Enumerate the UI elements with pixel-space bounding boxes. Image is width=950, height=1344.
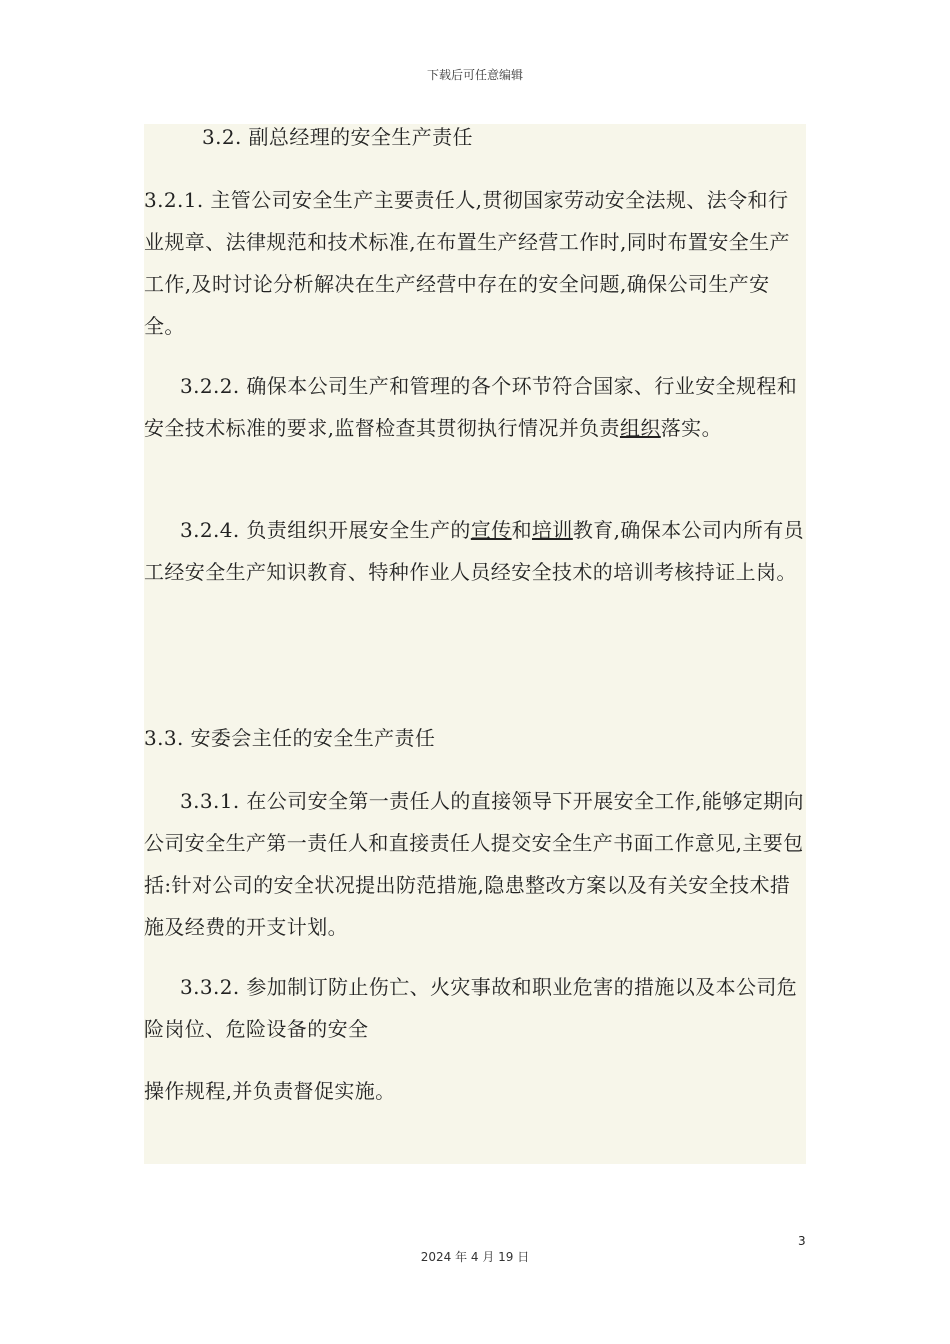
paragraph-3-2-1: 3.2.1. 主管公司安全生产主要责任人,贯彻国家劳动安全法规、法令和行业规章、法律规范和技术标准,在布置生产经营工作时,同时布置安全生产工作,及时讨论分析解决在生产经营中存在的安全问题,确保公司生产安全。 bbox=[144, 188, 790, 338]
paragraph-3-3-2: 3.3.2. 参加制订防止伤亡、火灾事故和职业危害的措施以及本公司危险岗位、危险设备的安全 bbox=[144, 975, 798, 1041]
paragraph-3-2-2-end: 落实。 bbox=[660, 416, 722, 440]
link-training[interactable]: 培训 bbox=[532, 518, 573, 542]
page-header: 下载后可任意编辑 bbox=[426, 68, 523, 82]
paragraph-3-2-4-and: 和 bbox=[511, 518, 533, 542]
paragraph-3-2-4-end: 教育,确保本公司内所有员工经安全生产知识教育、特种作业人员经安全技术的培训考核持证上岗。 bbox=[144, 518, 805, 584]
section-3-2-title: 3.2. 副总经理的安全生产责任 bbox=[202, 125, 473, 149]
paragraph-3-2-2-text: 3.2.2. 确保本公司生产和管理的各个环节符合国家、行业安全规程和安全技术标准的要求,监督检查其贯彻执行情况并负责 bbox=[144, 374, 798, 440]
link-publicity[interactable]: 宣传 bbox=[470, 518, 512, 542]
footer-date: 2024 年 4 月 19 日 bbox=[420, 1250, 530, 1264]
link-organize[interactable]: 组织 bbox=[619, 416, 661, 440]
paragraph-3-2-4-text: 3.2.4. 负责组织开展安全生产的 bbox=[180, 518, 471, 542]
paragraph-3-3-1: 3.3.1. 在公司安全第一责任人的直接领导下开展安全工作,能够定期向公司安全生产第一责任人和直接责任人提交安全生产书面工作意见,主要包括:针对公司的安全状况提出防范措施,隐患整改方案以及有关安全技术措施及经费的开支计划。 bbox=[144, 789, 804, 939]
page-number: 3 bbox=[798, 1234, 806, 1248]
paragraph-3-2-2 bbox=[144, 365, 806, 449]
section-3-3-title: 3.3. 安委会主任的安全生产责任 bbox=[144, 726, 436, 750]
paragraph-3-2-4 bbox=[144, 509, 806, 593]
paragraph-3-3-2-continued: 操作规程,并负责督促实施。 bbox=[144, 1079, 396, 1103]
